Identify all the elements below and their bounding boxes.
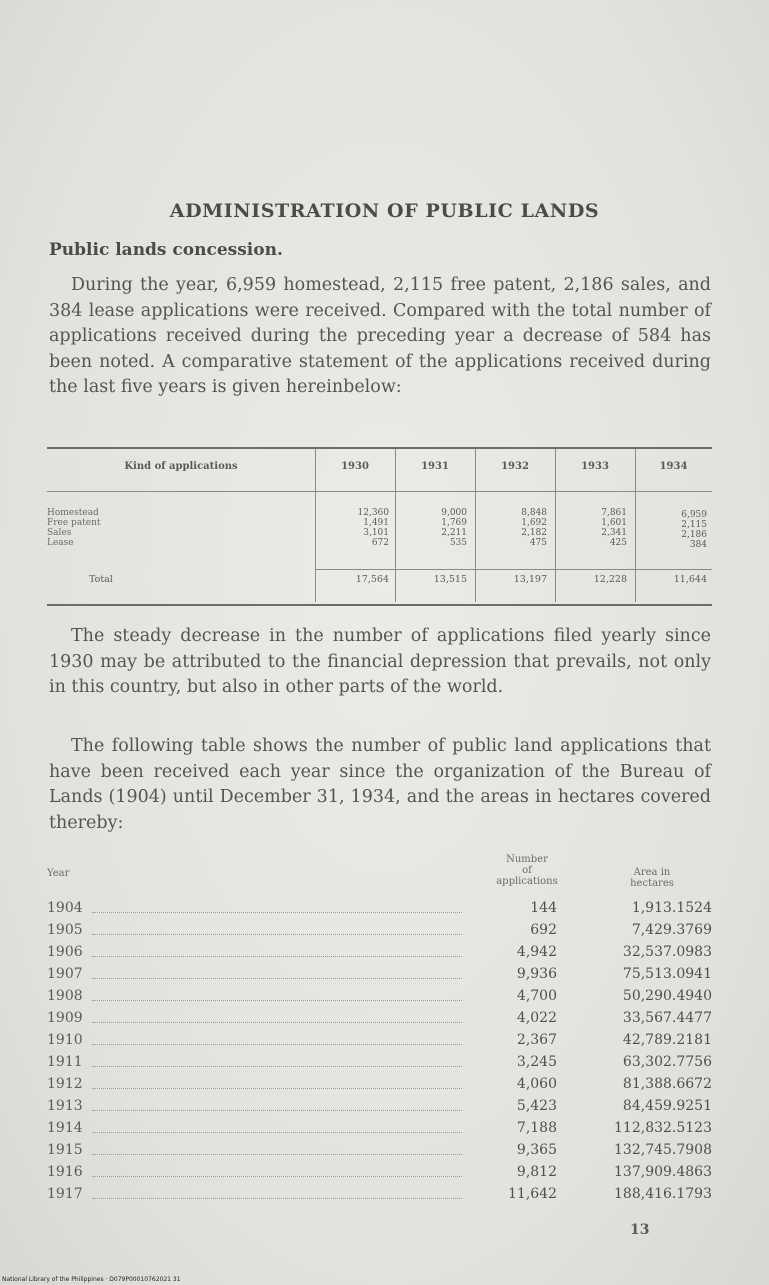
year-cell: 1907 [47,966,83,982]
table-row [47,1054,712,1076]
table-row [47,1186,712,1208]
applications-cell: 2,367 [516,1032,557,1048]
header-1931: 1931 [421,461,449,472]
year-cell: 1916 [47,1164,83,1180]
cell: 2,182 [521,528,547,538]
cell: 1,601 [601,518,627,528]
cell: 1,692 [521,518,547,528]
area-header-line: hectares [630,878,674,889]
page-number: 13 [630,1222,650,1238]
leader-dots [92,1044,462,1045]
table-row [47,944,712,966]
year-cell: 1910 [47,1032,83,1048]
total-1934: 11,644 [673,574,707,585]
year-cell: 1917 [47,1186,83,1202]
section-subheading: Public lands concession. [49,240,283,260]
intro-paragraph: During the year, 6,959 homestead, 2,115 free patent, 2,186 sales, and 384 lease applications were received. Compared with the total number of applications received during the preceding year a decrease of 584 has been noted. A comparative statement of the applications received during the last five years is given hereinbelow: [49,275,711,397]
table-row [47,1032,712,1054]
area-cell: 132,745.7908 [614,1142,712,1158]
leader-dots [92,1022,462,1023]
year-cell: 1905 [47,922,83,938]
area-cell: 50,290.4940 [622,988,712,1004]
header-1934: 1934 [659,461,688,472]
row-label-lease: Lease [47,538,74,548]
area-cell: 63,302.7756 [622,1054,712,1070]
applications-cell: 9,365 [516,1142,557,1158]
leader-dots [92,912,462,913]
table-row [47,988,712,1010]
leader-dots [92,956,462,957]
cell: 6,959 [681,510,707,520]
applications-cell: 11,642 [508,1186,557,1202]
applications-cell: 4,700 [516,988,557,1004]
cell: 2,211 [441,528,467,538]
leader-dots [92,934,462,935]
row-label-free-patent: Free patent [47,518,101,528]
leader-dots [92,1176,462,1177]
applications-cell: 9,936 [516,966,557,982]
table-row [47,1098,712,1120]
total-1931: 13,515 [433,574,467,585]
leader-dots [92,1198,462,1199]
applications-cell: 4,942 [516,944,557,960]
cell: 3,101 [363,528,389,538]
cell: 1,769 [441,518,467,528]
applications-cell: 9,812 [516,1164,557,1180]
year-cell: 1906 [47,944,83,960]
year-header: Year [47,868,70,879]
applications-cell: 7,188 [516,1120,557,1136]
row-label-homestead: Homestead [47,508,99,518]
area-cell: 32,537.0983 [622,944,712,960]
depression-paragraph: The steady decrease in the number of applications filed yearly since 1930 may be attributed to the financial depression that prevails, not only in this country, but also in other parts of the world. [49,626,711,697]
area-cell: 112,832.5123 [614,1120,712,1136]
leader-dots [92,1000,462,1001]
leader-dots [92,1066,462,1067]
number-header [487,854,567,887]
year-cell: 1908 [47,988,83,1004]
cell: 672 [371,538,389,548]
header-1930: 1930 [341,461,369,472]
total-rule [315,569,712,570]
year-cell: 1912 [47,1076,83,1092]
comparative-table [47,447,712,606]
area-cell: 1,913.1524 [631,900,712,916]
footer-watermark: National Library of the Philippines · D079P00010762021 31 [2,1276,181,1283]
number-header-line: Number [506,854,548,865]
total-label: Total [89,574,113,585]
cell: 7,861 [601,508,627,518]
total-1933: 12,228 [593,574,627,585]
applications-cell: 692 [530,922,557,938]
area-cell: 75,513.0941 [622,966,712,982]
comparative-table-header [47,449,712,492]
table-row [47,1120,712,1142]
area-cell: 7,429.3769 [631,922,712,938]
leader-dots [92,1132,462,1133]
year-table [47,854,712,1214]
cell: 535 [449,538,467,548]
page-heading: ADMINISTRATION OF PUBLIC LANDS [169,200,600,222]
year-cell: 1915 [47,1142,83,1158]
table-row [47,1010,712,1032]
table-row [47,922,712,944]
following-table-paragraph: The following table shows the number of public land applications that have been received each year since the organization of the Bureau of Lands (1904) until December 31, 1934, and the areas in hectares covered thereby: [49,736,711,833]
number-header-line: of [522,865,532,876]
cell: 9,000 [441,508,467,518]
number-header-line: applications [496,876,558,887]
leader-dots [92,1088,462,1089]
table-row [47,1142,712,1164]
total-1930: 17,564 [355,574,389,585]
cell: 2,341 [601,528,627,538]
area-cell: 42,789.2181 [622,1032,712,1048]
area-cell: 137,909.4863 [614,1164,712,1180]
applications-cell: 4,060 [516,1076,557,1092]
cell: 2,186 [681,530,707,540]
cell: 8,848 [521,508,547,518]
leader-dots [92,1110,462,1111]
year-cell: 1911 [47,1054,83,1070]
table-row [47,900,712,922]
area-cell: 188,416.1793 [614,1186,712,1202]
table-row [47,1076,712,1098]
applications-cell: 4,022 [516,1010,557,1026]
header-1933: 1933 [581,461,609,472]
header-1932: 1932 [501,461,529,472]
table-row [47,966,712,988]
header-kind: Kind of applications [124,461,238,472]
cell: 12,360 [357,508,389,518]
total-1932: 13,197 [513,574,547,585]
year-cell: 1913 [47,1098,83,1114]
area-header [612,867,692,889]
leader-dots [92,1154,462,1155]
area-cell: 84,459.9251 [622,1098,712,1114]
cell: 1,491 [363,518,389,528]
leader-dots [92,978,462,979]
year-cell: 1904 [47,900,83,916]
applications-cell: 144 [530,900,557,916]
cell: 384 [689,540,707,550]
area-cell: 33,567.4477 [622,1010,712,1026]
row-label-sales: Sales [47,528,72,538]
cell: 2,115 [681,520,707,530]
table-row [47,1164,712,1186]
year-cell: 1914 [47,1120,83,1136]
year-cell: 1909 [47,1010,83,1026]
applications-cell: 5,423 [516,1098,557,1114]
cell: 425 [609,538,627,548]
area-header-line: Area in [633,867,671,878]
cell: 475 [529,538,547,548]
applications-cell: 3,245 [516,1054,557,1070]
area-cell: 81,388.6672 [622,1076,712,1092]
